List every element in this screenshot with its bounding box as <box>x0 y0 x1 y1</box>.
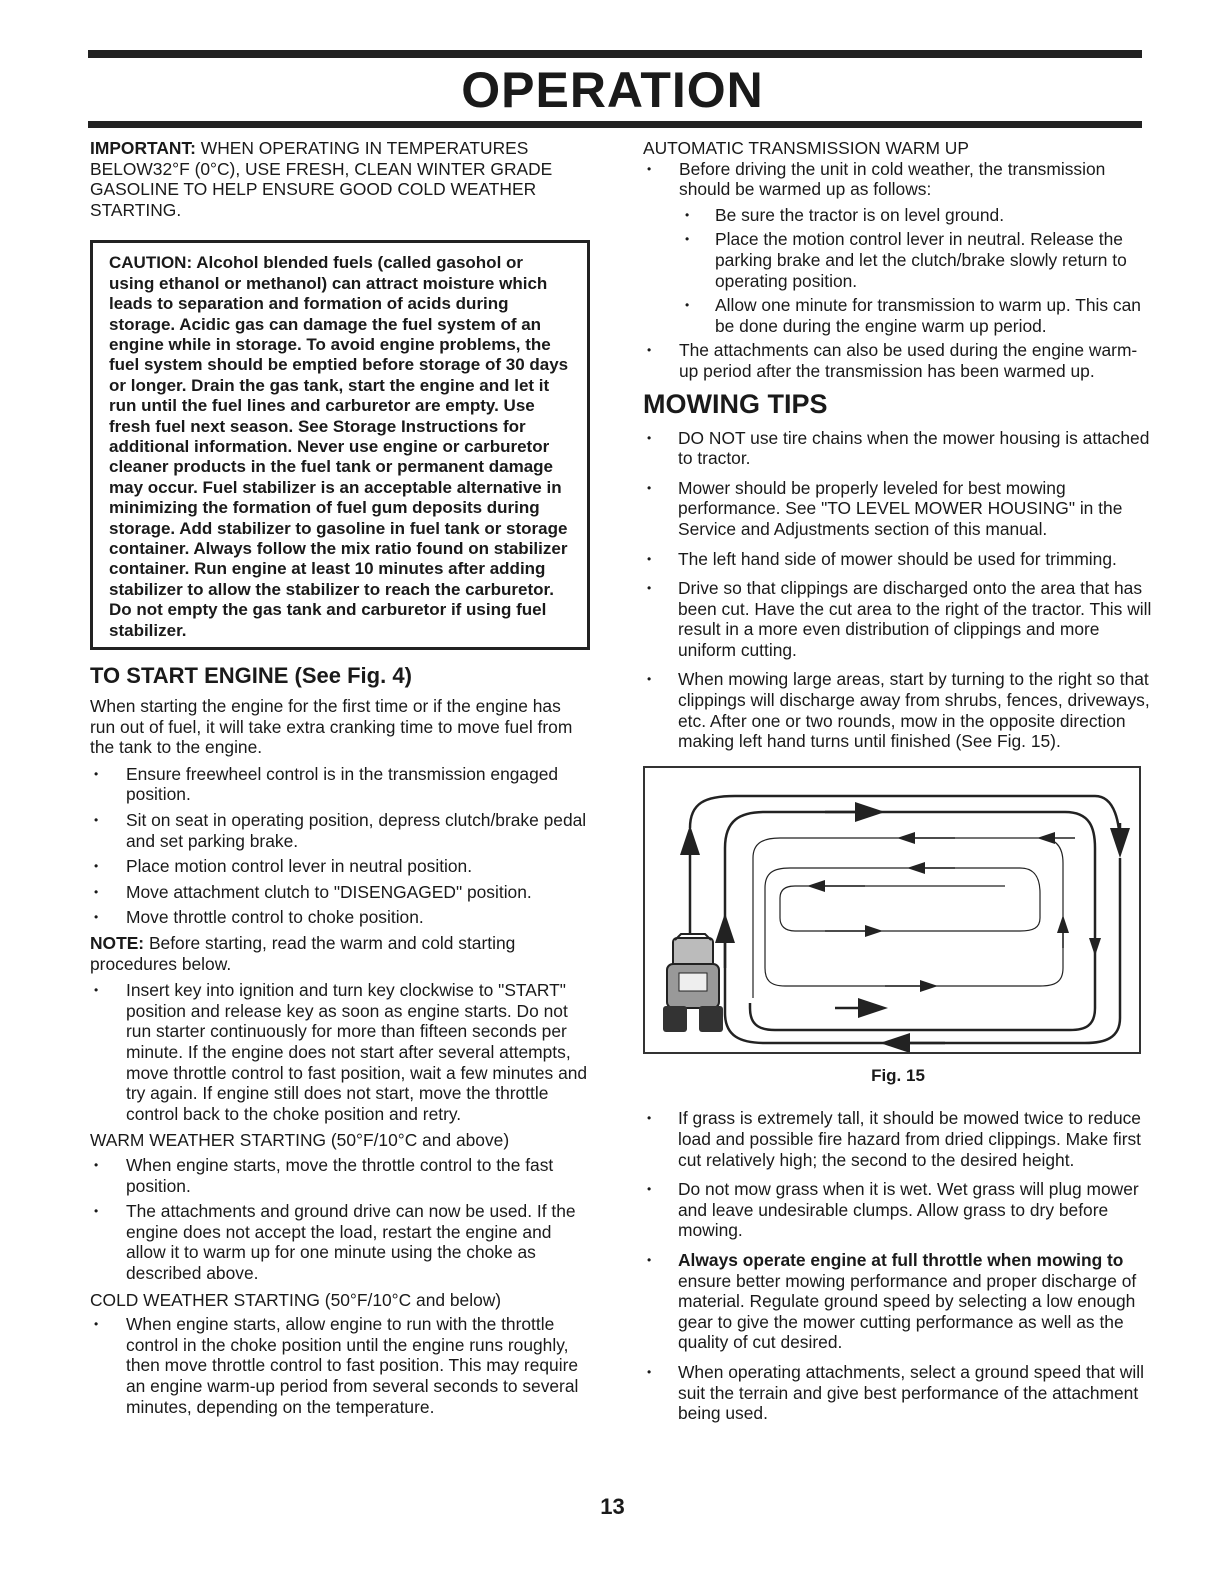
list-item: • The left hand side of mower should be used for trimming. <box>643 549 1153 570</box>
list-item: • Do not mow grass when it is wet. Wet grass will plug mower and leave undesirable clumps. Allow grass to dry before mowing. <box>643 1179 1153 1241</box>
throttle-bold: Always operate engine at full throttle when mowing to <box>678 1250 1124 1270</box>
after-figure-bullets <box>643 1108 1153 1423</box>
auto-bullets-2 <box>643 340 1153 381</box>
top-rule <box>88 50 1142 58</box>
start-engine-heading: TO START ENGINE (See Fig. 4) <box>90 663 412 689</box>
important-notice <box>90 138 590 220</box>
list-item <box>643 1250 1153 1353</box>
warm-bullets <box>90 1155 590 1284</box>
cold-bullets <box>90 1314 590 1417</box>
list-item: • The attachments and ground drive can now be used. If the engine does not accept the load, restart the engine and allow it to warm up for one minute using the choke as described above. <box>90 1201 590 1283</box>
right-column <box>643 138 1153 1433</box>
list-item: • Place motion control lever in neutral position. <box>90 856 590 877</box>
key-bullets <box>90 980 590 1124</box>
title-rule <box>88 121 1142 128</box>
note-label: NOTE: <box>90 933 145 954</box>
list-item: • Before driving the unit in cold weather, the transmission should be warmed up as follows: <box>643 159 1153 200</box>
list-item: • Drive so that clippings are discharged onto the area that has been cut. Have the cut area to the right of the tractor. This will result in a more even distribution of clippings and more uniform cutting. <box>643 578 1153 660</box>
start-bullets <box>90 764 590 928</box>
list-item: • If grass is extremely tall, it should be mowed twice to reduce load and possible fire hazard from dried clippings. Make first cut relatively high; the second to the desired height. <box>643 1108 1153 1170</box>
important-text: WHEN OPERATING IN TEMPERATURES BELOW32°F (0°C), USE FRESH, CLEAN WINTER GRADE GASOLINE TO HELP ENSURE GOOD COLD WEATHER STARTING. <box>90 138 553 220</box>
list-item: • When engine starts, move the throttle control to the fast position. <box>90 1155 590 1196</box>
page-title: OPERATION <box>461 62 764 118</box>
page-number: 13 <box>600 1494 625 1519</box>
note-text: Before starting, read the warm and cold starting procedures below. <box>90 933 516 974</box>
list-item: • DO NOT use tire chains when the mower housing is attached to tractor. <box>643 428 1153 469</box>
list-item: • Insert key into ignition and turn key clockwise to "START" position and release key as soon as engine starts. Do not run starter continuously for more than fifteen seconds per minute. If the engine does not start after several attempts, move throttle control to fast position, wait a few minutes and try again. If engine still does not start, move the throttle control back to the choke position and retry. <box>90 980 590 1124</box>
caution-box: CAUTION: Alcohol blended fuels (called gasohol or using ethanol or methanol) can attract moisture which leads to separation and formation of acids during storage. Acidic gas can damage the fuel system of an engine while in storage. To avoid engine problems, the fuel system should be emptied before storage of 30 days or longer. Drain the gas tank, start the engine and let it run until the fuel lines and carburetor are empty. Use fresh fuel next season. See Storage Instructions for additional information. Never use engine or carburetor cleaner products in the fuel tank or permanent damage may occur. Fuel stabilizer is an acceptable alternative in minimizing the formation of fuel gum deposits during storage. Add stabilizer to gasoline in fuel tank or storage container. Always follow the mix ratio found on stabilizer container. Run engine at least 10 minutes after adding stabilizer to allow the stabilizer to reach the carburetor. Do not empty the gas tank and carburetor if using fuel stabilizer. <box>90 240 590 650</box>
list-item: • Mower should be properly leveled for best mowing performance. See "TO LEVEL MOWER HOUSING" in the Service and Adjustments section of this manual. <box>643 478 1153 540</box>
important-label: IMPORTANT: <box>90 138 196 158</box>
mowing-tips-heading: MOWING TIPS <box>643 388 828 419</box>
list-item: • When operating attachments, select a ground speed that will suit the terrain and give best performance of the attachment being used. <box>643 1362 1153 1424</box>
tractor-icon <box>663 934 723 1032</box>
list-item: • The attachments can also be used during the engine warm-up period after the transmission has been warmed up. <box>643 340 1153 381</box>
auto-sub-bullets <box>643 205 1153 337</box>
mowing-bullets <box>643 428 1153 752</box>
start-intro: When starting the engine for the first time or if the engine has run out of fuel, it will take extra cranking time to move fuel from the tank to the engine. <box>90 696 573 758</box>
auto-transmission-heading: AUTOMATIC TRANSMISSION WARM UP <box>643 138 969 158</box>
list-item: • Place the motion control lever in neutral. Release the parking brake and let the clutch/brake slowly return to operating position. <box>679 229 1153 291</box>
figure-caption: Fig. 15 <box>871 1065 925 1085</box>
throttle-text: ensure better mowing performance and proper discharge of material. Regulate ground speed by selecting a low enough gear to give the mower cutting performance as well as the quality of cut desired. <box>678 1270 1137 1353</box>
list-item: • Ensure freewheel control is in the transmission engaged position. <box>90 764 590 805</box>
left-column <box>90 138 590 1422</box>
mowing-pattern-figure <box>643 766 1141 1054</box>
cold-weather-heading: COLD WEATHER STARTING (50°F/10°C and below) <box>90 1289 502 1310</box>
list-item: • When mowing large areas, start by turning to the right so that clippings will discharge away from shrubs, fences, driveways, etc. After one or two rounds, mow in the opposite direction making left hand turns until finished (See Fig. 15). <box>643 669 1153 751</box>
note <box>90 933 590 974</box>
list-item: • Move attachment clutch to "DISENGAGED" position. <box>90 882 590 903</box>
list-item: • Sit on seat in operating position, depress clutch/brake pedal and set parking brake. <box>90 810 590 851</box>
list-item: • Be sure the tractor is on level ground. <box>679 205 1153 226</box>
mowing-pattern-diagram <box>645 768 1139 1052</box>
auto-bullets <box>643 159 1153 200</box>
list-item: • When engine starts, allow engine to run with the throttle control in the choke position until the engine runs roughly, then move throttle control to fast position. This may require an engine warm-up period from several seconds to several minutes, depending on the temperature. <box>90 1314 590 1417</box>
list-item: • Move throttle control to choke position. <box>90 907 590 928</box>
warm-weather-heading: WARM WEATHER STARTING (50°F/10°C and above) <box>90 1130 510 1151</box>
list-item: • Allow one minute for transmission to warm up. This can be done during the engine warm up period. <box>679 295 1153 336</box>
